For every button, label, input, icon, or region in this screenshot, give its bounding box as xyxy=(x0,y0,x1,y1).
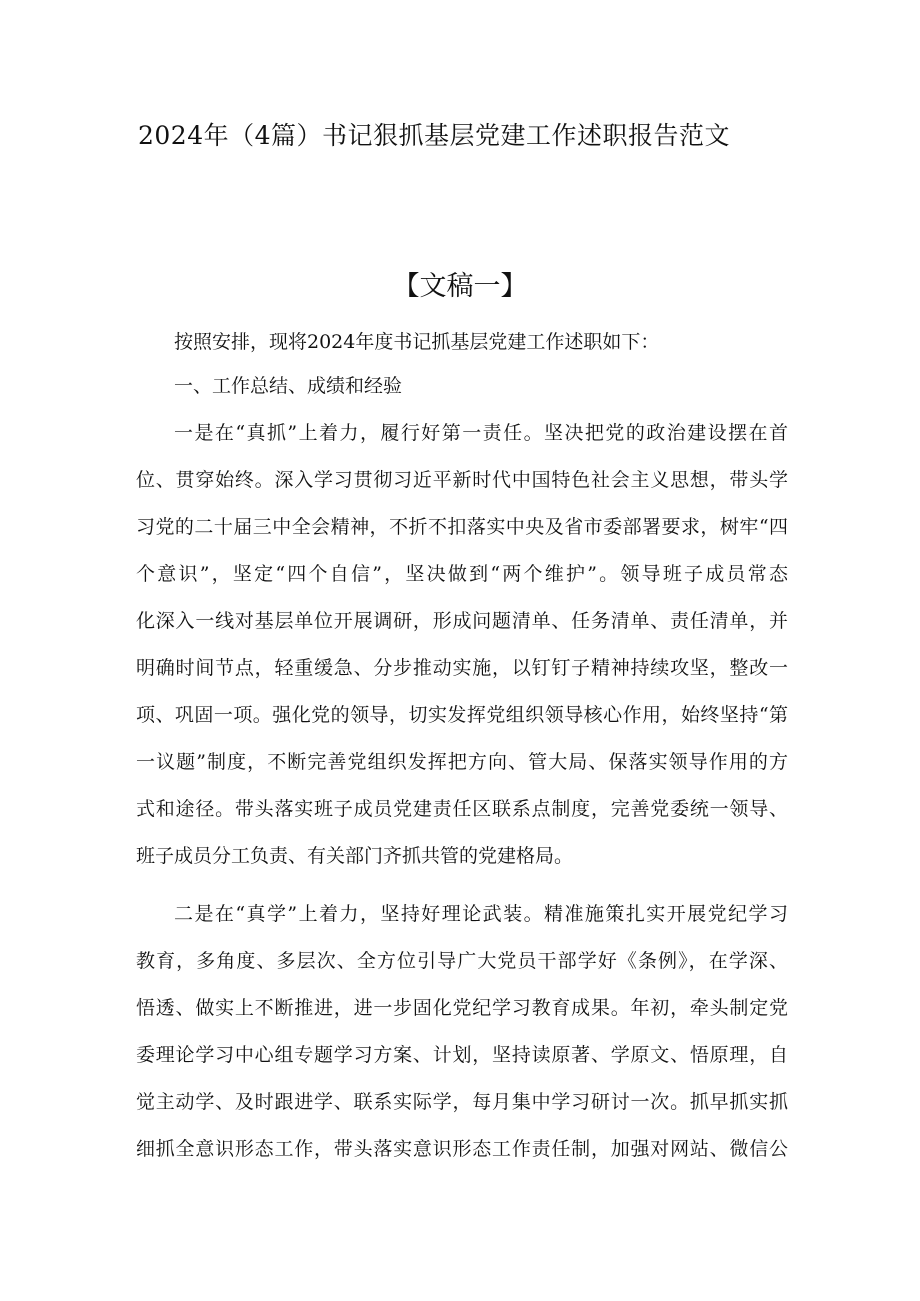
paragraph-2-line-5: 觉主动学、及时跟进学、联系实际学，每月集中学习研讨一次。抓早抓实抓 xyxy=(136,1091,788,1113)
subheading-summary: 一、工作总结、成绩和经验 xyxy=(174,375,403,397)
document-title: 2024年（4篇）书记狠抓基层党建工作述职报告范文 xyxy=(138,121,731,150)
paragraph-1-line-3: 习党的二十届三中全会精神，不折不扣落实中央及省市委部署要求，树牢“四 xyxy=(136,516,788,538)
paragraph-1-line-2: 位、贯穿始终。深入学习贯彻习近平新时代中国特色社会主义思想，带头学 xyxy=(136,469,788,491)
paragraph-1-line-7: 项、巩固一项。强化党的领导，切实发挥党组织领导核心作用，始终坚持“第 xyxy=(136,704,788,726)
intro-line: 按照安排，现将2024年度书记抓基层党建工作述职如下： xyxy=(174,331,660,353)
paragraph-1-line-9: 式和途径。带头落实班子成员党建责任区联系点制度，完善党委统一领导、 xyxy=(136,798,788,820)
paragraph-1-line-8: 一议题”制度，不断完善党组织发挥把方向、管大局、保落实领导作用的方 xyxy=(136,751,788,773)
paragraph-2-line-3: 悟透、做实上不断推进，进一步固化党纪学习教育成果。年初，牵头制定党 xyxy=(136,997,788,1019)
paragraph-1-line-1: 一是在“真抓”上着力，履行好第一责任。坚决把党的政治建设摆在首 xyxy=(174,422,788,444)
paragraph-1-line-4: 个意识”，坚定“四个自信”，坚决做到“两个维护”。领导班子成员常态 xyxy=(136,563,788,585)
paragraph-2-line-6: 细抓全意识形态工作，带头落实意识形态工作责任制，加强对网站、微信公 xyxy=(136,1138,788,1160)
paragraph-2-line-2: 教育，多角度、多层次、全方位引导广大党员干部学好《条例》，在学深、 xyxy=(136,950,788,972)
paragraph-2-line-4: 委理论学习中心组专题学习方案、计划，坚持读原著、学原文、悟原理，自 xyxy=(136,1044,788,1066)
paragraph-1-line-6: 明确时间节点，轻重缓急、分步推动实施，以钉钉子精神持续攻坚，整改一 xyxy=(136,657,788,679)
paragraph-2-line-1: 二是在“真学”上着力，坚持好理论武装。精准施策扎实开展党纪学习 xyxy=(174,903,788,925)
paragraph-1-line-5: 化深入一线对基层单位开展调研，形成问题清单、任务清单、责任清单，并 xyxy=(136,610,788,632)
section-heading: 【文稿一】 xyxy=(392,271,528,302)
paragraph-1-line-10: 班子成员分工负责、有关部门齐抓共管的党建格局。 xyxy=(136,845,574,867)
